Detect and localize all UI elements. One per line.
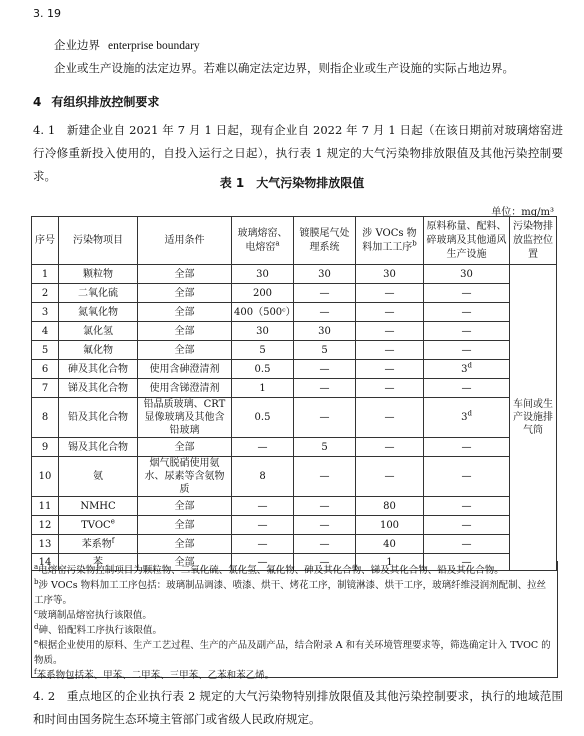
cell-coating-text: — — [319, 500, 330, 512]
cell-raw — [424, 438, 510, 457]
table-row — [32, 457, 557, 497]
cell-item — [59, 341, 138, 360]
cell-raw — [424, 341, 510, 360]
cell-raw-text: — — [461, 500, 472, 512]
cell-coating-text: — — [319, 382, 330, 394]
cell-seq — [32, 379, 59, 398]
cell-raw — [424, 457, 510, 497]
header-vocs — [356, 217, 424, 265]
table-row — [32, 265, 557, 284]
cell-vocs — [356, 360, 424, 379]
cell-item-text: 锡及其化合物 — [68, 441, 128, 453]
cell-seq-text: 12 — [38, 519, 52, 531]
cell-vocs — [356, 322, 424, 341]
header-seq: 序号 — [32, 217, 59, 265]
cell-kiln — [232, 535, 294, 554]
cell-coating — [294, 516, 356, 535]
cell-vocs-text: 80 — [383, 500, 396, 512]
emission-limits-table — [31, 216, 557, 571]
cell-kiln — [232, 303, 294, 322]
cell-raw-text: — — [461, 556, 472, 568]
table-note — [34, 578, 555, 608]
cell-cond-text: 使用含砷澄清剂 — [149, 363, 220, 375]
table-row — [32, 341, 557, 360]
cell-item — [59, 379, 138, 398]
cell-seq-text: 2 — [41, 287, 49, 299]
cell-raw-text: — — [461, 325, 472, 337]
cell-cond — [138, 379, 232, 398]
cell-kiln-text: 30 — [256, 268, 269, 280]
cell-kiln-text: 200 — [252, 287, 273, 299]
note-text: 玻璃制品熔窑执行该限值。 — [37, 610, 152, 621]
header-kiln — [232, 217, 294, 265]
cell-seq — [32, 516, 59, 535]
table-note — [34, 623, 555, 638]
cell-seq-text: 11 — [38, 500, 52, 512]
paragraph-text: 新建企业自 2021 年 7 月 1 日起，现有企业自 2022 年 7 月 1 日起（在该日期前对玻璃熔窑进行冷修重新投入使用的，自投入运行之日起），执行表 1 规定的大气污染物排放限值及其他污染控制要求。 — [33, 123, 563, 183]
table-row — [32, 516, 557, 535]
table-note — [34, 638, 555, 668]
cell-coating — [294, 303, 356, 322]
cell-seq-text: 5 — [41, 344, 49, 356]
cell-vocs — [356, 457, 424, 497]
cell-item-sup: e — [110, 517, 115, 526]
cell-coating — [294, 322, 356, 341]
cell-raw — [424, 497, 510, 516]
cell-coating — [294, 398, 356, 438]
cell-raw-text: — — [461, 287, 472, 299]
cell-kiln — [232, 360, 294, 379]
cell-kiln-text: 5 — [259, 344, 266, 356]
cell-cond — [138, 398, 232, 438]
note-text: 砷、铅配料工序执行该限值。 — [38, 625, 162, 636]
cell-vocs — [356, 341, 424, 360]
header-coating: 镀膜尾气处理系统 — [294, 217, 356, 265]
cell-kiln — [232, 265, 294, 284]
term-entry — [54, 37, 200, 53]
cell-item-text: 氯化氢 — [83, 325, 113, 337]
cell-cond — [138, 535, 232, 554]
cell-vocs — [356, 379, 424, 398]
cell-raw-text: — — [461, 306, 472, 318]
cell-cond — [138, 322, 232, 341]
cell-vocs — [356, 284, 424, 303]
cell-kiln-text: 30 — [256, 325, 269, 337]
table-row — [32, 535, 557, 554]
cell-vocs — [356, 303, 424, 322]
cell-coating-text: — — [319, 556, 330, 568]
cell-seq — [32, 438, 59, 457]
note-text: 电熔窑污染物控制项目为颗粒物、二氧化硫、氯化氢、氟化物、砷及其化合物、锑及其化合物、铅及其化合物。 — [38, 565, 504, 576]
cell-kiln — [232, 438, 294, 457]
cell-seq-text: 3 — [41, 306, 49, 318]
cell-vocs — [356, 516, 424, 535]
cell-kiln-text: 0.5 — [254, 412, 271, 423]
cell-raw-text: — — [461, 382, 472, 394]
cell-cond-text: 全部 — [174, 306, 195, 318]
cell-cond-text: 全部 — [174, 500, 195, 512]
cell-coating — [294, 438, 356, 457]
cell-seq — [32, 457, 59, 497]
cell-kiln — [232, 398, 294, 438]
heading-title: 有组织排放控制要求 — [51, 95, 160, 109]
cell-vocs-text: — — [384, 325, 395, 337]
cell-item-text: 颗粒物 — [83, 268, 113, 280]
cell-kiln-text: 1 — [259, 382, 266, 394]
cell-coating — [294, 284, 356, 303]
cell-vocs — [356, 438, 424, 457]
cell-vocs-text: — — [384, 344, 395, 356]
cell-raw — [424, 284, 510, 303]
table-unit: 单位：mg/m³ — [491, 207, 554, 218]
header-kiln-text: 玻璃熔窑、电熔窑 — [237, 227, 288, 253]
cell-vocs-text: — — [384, 287, 395, 299]
cell-item — [59, 322, 138, 341]
header-item: 污染物项目 — [59, 217, 138, 265]
cell-vocs-text: — — [384, 441, 395, 453]
table-notes — [31, 561, 558, 681]
monitor-location-cell: 车间或生产设施排气筒 — [510, 265, 557, 571]
cell-cond-text: 全部 — [174, 556, 195, 568]
cell-raw-text: — — [461, 441, 472, 453]
cell-kiln-text: — — [257, 556, 268, 568]
header-kiln-sup: a — [275, 239, 280, 248]
cell-seq — [32, 284, 59, 303]
cell-item-sup: f — [111, 536, 115, 545]
cell-kiln-text: — — [257, 441, 268, 453]
cell-coating-text: 5 — [321, 344, 328, 356]
table-row — [32, 497, 557, 516]
table-title — [0, 174, 584, 191]
table-row — [32, 398, 557, 438]
cell-seq-text: 1 — [41, 268, 49, 280]
cell-vocs-text: 100 — [379, 519, 400, 531]
cell-item — [59, 303, 138, 322]
cell-seq — [32, 360, 59, 379]
cell-item-text: 氮氧化物 — [78, 306, 118, 318]
section-number: 3. 19 — [33, 7, 61, 20]
cell-cond — [138, 284, 232, 303]
note-mark: c — [34, 608, 38, 616]
cell-seq — [32, 398, 59, 438]
cell-coating — [294, 341, 356, 360]
cell-cond — [138, 341, 232, 360]
cell-item-text: 锑及其化合物 — [68, 382, 128, 394]
cell-cond — [138, 438, 232, 457]
cell-coating — [294, 497, 356, 516]
cell-kiln — [232, 457, 294, 497]
table-row — [32, 284, 557, 303]
cell-cond-text: 使用含锑澄清剂 — [149, 382, 220, 394]
cell-seq-text: 8 — [41, 412, 49, 423]
paragraph-number: 4. 2 — [33, 689, 56, 703]
cell-item-text: 铅及其化合物 — [68, 412, 128, 423]
cell-raw-sup: d — [467, 409, 472, 418]
table-row — [32, 379, 557, 398]
header-vocs-text: 涉 VOCs 物料加工工序 — [362, 227, 417, 253]
cell-coating — [294, 265, 356, 284]
cell-kiln-text: — — [257, 538, 268, 550]
cell-item — [59, 516, 138, 535]
heading-number: 4 — [33, 95, 42, 109]
cell-vocs — [356, 398, 424, 438]
cell-vocs — [356, 265, 424, 284]
cell-seq — [32, 497, 59, 516]
section-heading — [33, 93, 159, 110]
cell-item — [59, 284, 138, 303]
cell-vocs-text: 1 — [386, 556, 393, 568]
cell-seq — [32, 265, 59, 284]
cell-kiln — [232, 516, 294, 535]
table-row — [32, 438, 557, 457]
cell-kiln — [232, 497, 294, 516]
cell-item — [59, 457, 138, 497]
cell-vocs-text: — — [384, 412, 395, 423]
cell-kiln — [232, 341, 294, 360]
cell-coating-text: — — [319, 412, 330, 423]
cell-item-text: TVOC — [81, 519, 111, 531]
cell-raw — [424, 303, 510, 322]
header-monitor: 污染物排放监控位置 — [510, 217, 557, 265]
cell-item-text: 苯系物 — [81, 538, 112, 550]
cell-vocs — [356, 497, 424, 516]
cell-kiln — [232, 284, 294, 303]
cell-raw — [424, 265, 510, 284]
cell-seq-text: 7 — [41, 382, 49, 394]
cell-kiln-text: 8 — [259, 471, 266, 482]
cell-raw-text: 3 — [461, 363, 468, 375]
cell-seq — [32, 341, 59, 360]
cell-kiln-text: 400（500ᶜ） — [234, 306, 296, 318]
cell-item — [59, 398, 138, 438]
cell-kiln-text: 0.5 — [254, 363, 271, 375]
cell-kiln-text: — — [257, 519, 268, 531]
cell-vocs-text: 30 — [383, 268, 396, 280]
cell-coating-text: — — [319, 306, 330, 318]
cell-raw-text: — — [461, 344, 472, 356]
note-mark: d — [34, 623, 39, 631]
cell-cond-text: 铅晶质玻璃、CRT显像玻璃及其他含铅玻璃 — [143, 399, 226, 436]
table-row — [32, 303, 557, 322]
cell-coating-text: 30 — [318, 268, 331, 280]
cell-raw — [424, 398, 510, 438]
table-note — [34, 668, 555, 683]
cell-cond — [138, 303, 232, 322]
cell-item-text: 苯 — [93, 556, 103, 568]
cell-coating — [294, 379, 356, 398]
cell-coating-text: — — [319, 519, 330, 531]
cell-cond-text: 全部 — [174, 325, 195, 337]
cell-cond — [138, 360, 232, 379]
cell-kiln — [232, 322, 294, 341]
table-number: 表 1 — [219, 176, 245, 190]
header-raw: 原料称量、配料、碎玻璃及其他通风生产设施 — [424, 217, 510, 265]
cell-seq-text: 4 — [41, 325, 49, 337]
cell-coating — [294, 457, 356, 497]
cell-raw — [424, 535, 510, 554]
cell-coating-text: 5 — [321, 441, 328, 453]
table-row — [32, 322, 557, 341]
cell-cond-text: 全部 — [174, 538, 195, 550]
cell-cond — [138, 265, 232, 284]
header-condition: 适用条件 — [138, 217, 232, 265]
cell-raw — [424, 360, 510, 379]
note-mark: f — [34, 668, 37, 676]
cell-coating-text: — — [319, 471, 330, 482]
cell-raw — [424, 516, 510, 535]
cell-cond — [138, 497, 232, 516]
term-cn: 企业边界 — [54, 38, 100, 52]
cell-item-text: 砷及其化合物 — [68, 363, 128, 375]
cell-coating — [294, 535, 356, 554]
cell-cond-text: 全部 — [174, 519, 195, 531]
table-header-row — [32, 217, 557, 265]
cell-vocs-text: 40 — [383, 538, 396, 550]
cell-vocs-text: — — [384, 382, 395, 394]
paragraph-text: 重点地区的企业执行表 2 规定的大气污染物特别排放限值及其他污染控制要求，执行的地域范围和时间由国务院生态环境主管部门或省级人民政府规定。 — [33, 689, 563, 726]
note-text: 根据企业使用的原料、生产工艺过程、生产的产品及副产品，结合附录 A 和有关环境管理要求等，筛选确定计入 TVOC 的物质。 — [34, 640, 551, 666]
table-title-text: 大气污染物排放限值 — [256, 176, 365, 190]
note-text: 涉 VOCs 物料加工工序包括：玻璃制品调漆、喷漆、烘干、烤花工序，制镜淋漆、烘干工序，玻璃纤维浸润剂配制、拉丝工序等。 — [34, 580, 547, 606]
note-text: 苯系物包括苯、甲苯、二甲苯、三甲苯、乙苯和苯乙烯。 — [36, 670, 275, 681]
note-mark: b — [34, 578, 39, 586]
cell-coating-text: 30 — [318, 325, 331, 337]
cell-cond — [138, 516, 232, 535]
cell-raw-text: 3 — [461, 412, 468, 423]
cell-item-text: 氨 — [93, 471, 103, 482]
paragraph-4-2 — [33, 685, 563, 731]
header-vocs-sup: b — [412, 239, 417, 248]
term-definition: 企业或生产设施的法定边界。若难以确定法定边界，则指企业或生产设施的实际占地边界。 — [54, 61, 514, 75]
cell-item — [59, 438, 138, 457]
cell-item-text: NMHC — [80, 500, 116, 512]
cell-item-text: 氟化物 — [83, 344, 113, 356]
cell-vocs — [356, 535, 424, 554]
cell-seq-text: 10 — [38, 471, 52, 482]
table-row — [32, 360, 557, 379]
cell-cond-text: 全部 — [174, 344, 195, 356]
cell-seq — [32, 322, 59, 341]
note-mark: a — [34, 563, 39, 571]
cell-raw-text: — — [461, 471, 472, 482]
cell-seq — [32, 535, 59, 554]
cell-cond — [138, 457, 232, 497]
cell-cond-text: 全部 — [174, 287, 195, 299]
cell-vocs-text: — — [384, 363, 395, 375]
note-mark: e — [34, 638, 39, 646]
cell-seq-text: 9 — [41, 441, 49, 453]
cell-vocs-text: — — [384, 471, 395, 482]
cell-raw-text: — — [461, 519, 472, 531]
cell-raw-text: 30 — [460, 268, 473, 280]
cell-seq-text: 6 — [41, 363, 49, 375]
cell-raw — [424, 379, 510, 398]
cell-kiln-text: — — [257, 500, 268, 512]
cell-item — [59, 497, 138, 516]
cell-item-text: 二氧化硫 — [78, 287, 118, 299]
table-note — [34, 608, 555, 623]
cell-item — [59, 360, 138, 379]
cell-item — [59, 535, 138, 554]
paragraph-number: 4. 1 — [33, 123, 56, 137]
cell-kiln — [232, 379, 294, 398]
table-note — [34, 563, 555, 578]
cell-raw-sup: d — [467, 361, 472, 370]
cell-coating-text: — — [319, 363, 330, 375]
cell-raw-text: — — [461, 538, 472, 550]
cell-cond-text: 烟气脱硝使用氨水、尿素等含氨物质 — [144, 458, 225, 495]
cell-coating-text: — — [319, 538, 330, 550]
cell-coating — [294, 360, 356, 379]
cell-seq-text: 14 — [38, 556, 52, 568]
cell-cond-text: 全部 — [174, 268, 195, 280]
term-en: enterprise boundary — [108, 40, 200, 52]
cell-seq — [32, 303, 59, 322]
cell-item — [59, 265, 138, 284]
cell-raw — [424, 322, 510, 341]
cell-coating-text: — — [319, 287, 330, 299]
cell-seq-text: 13 — [38, 538, 52, 550]
cell-vocs-text: — — [384, 306, 395, 318]
cell-cond-text: 全部 — [174, 441, 195, 453]
